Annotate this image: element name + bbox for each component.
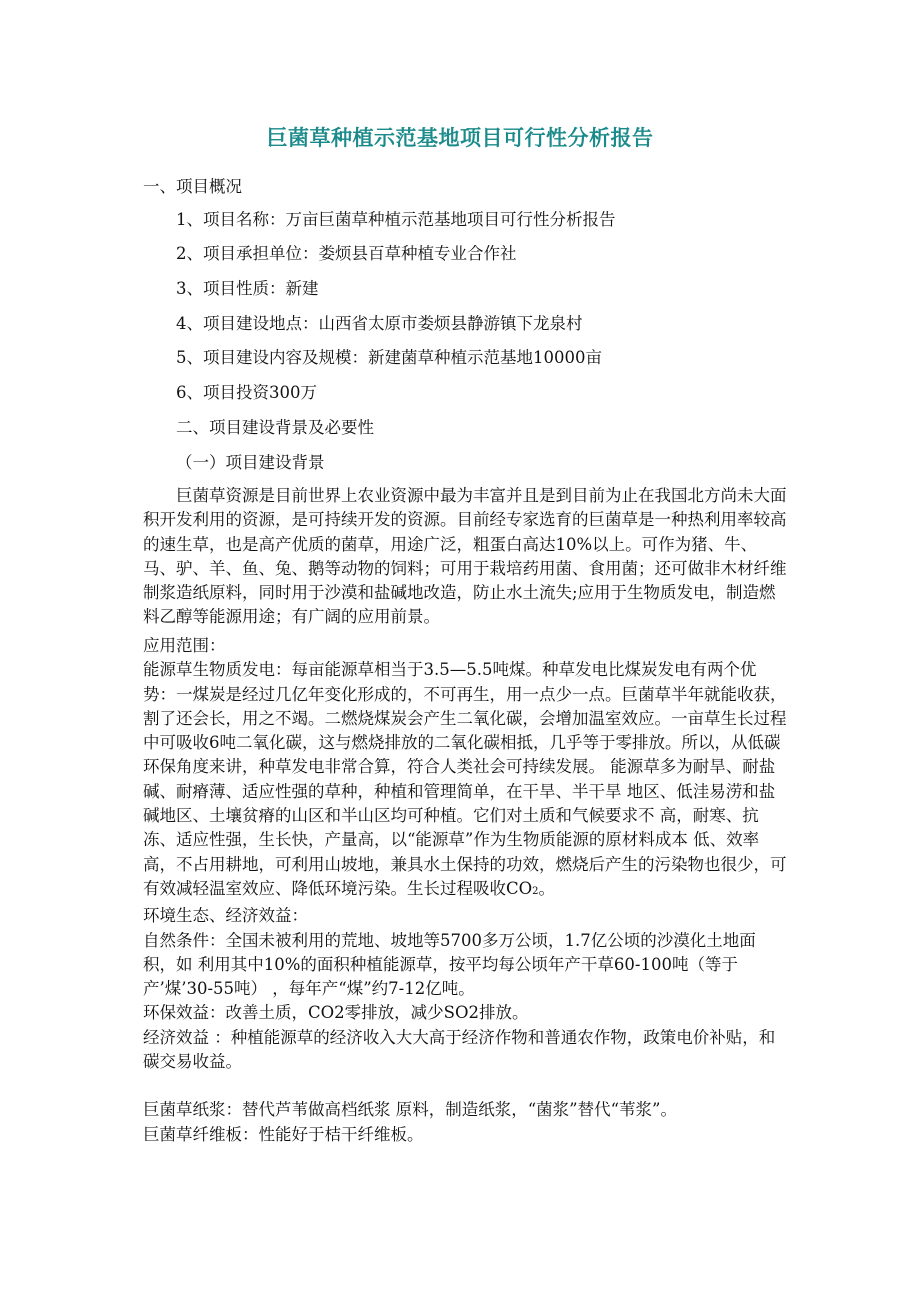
overview-item: 5、项目建设内容及规模：新建菌草种植示范基地10000亩 xyxy=(176,348,602,367)
background-paragraph: 巨菌草资源是目前世界上农业资源中最为丰富并且是到目前为止在我国北方尚未大面积开发利用的资源，是可持续开发的资源。目前经专家选育的巨菌草是一种热利用率较高的速生草，也是高产优质的菌草，用途广泛，粗蛋白高达10%以上。可作为猪、牛、马、驴、羊、鱼、兔、鹅等动物的饲料；可用于栽培药用菌、食用菌；还可做非木材纤维制浆造纸原料，同时用于沙漠和盐碱地改造，防止水土流失;应用于生物质发电，制造燃料乙醇等能源用途；有广阔的应用前景。 xyxy=(143,486,787,627)
application-heading: 应用范围： xyxy=(143,636,226,655)
fiberboard-line: 巨菌草纤维板：性能好于桔干纤维板。 xyxy=(143,1124,424,1144)
subsection-heading: （一）项目建设背景 xyxy=(176,453,325,472)
section-heading-background: 二、项目建设背景及必要性 xyxy=(176,418,374,437)
overview-item: 6、项目投资300万 xyxy=(176,383,317,402)
overview-item: 3、项目性质：新建 xyxy=(176,279,319,298)
overview-item: 4、项目建设地点：山西省太原市娄烦县静游镇下龙泉村 xyxy=(176,314,583,333)
eco-heading: 环境生态、经济效益： xyxy=(143,906,308,926)
background-paragraph-block xyxy=(143,484,788,630)
section-heading-overview: 一、项目概况 xyxy=(143,177,242,196)
environmental-benefit: 环保效益：改善土质，CO2零排放，减少SO2排放。 xyxy=(143,1003,529,1023)
application-block xyxy=(143,634,788,1147)
overview-item: 1、项目名称：万亩巨菌草种植示范基地项目可行性分析报告 xyxy=(176,210,616,229)
economic-benefit: 经济效益 ：种植能源草的经济收入大大高于经济作物和普通农作物，政策电价补贴，和碳交易收益。 xyxy=(143,1027,776,1072)
overview-item: 2、项目承担单位：娄烦县百草种植专业合作社 xyxy=(176,244,517,263)
pulp-line: 巨菌草纸浆：替代芦苇做高档纸浆 原料，制造纸浆，“菌浆”替代“苇浆”。 xyxy=(143,1100,677,1120)
co2-subscript: 2 xyxy=(532,885,539,897)
natural-conditions: 自然条件：全国未被利用的荒地、坡地等5700多万公顷，1.7亿公顷的沙漠化土地面积，如 利用其中10%的面积种植能源草，按平均每公顷年产干草60-100吨（等于产’煤’30-55吨） ，每年产“煤”约7-12亿吨。 xyxy=(143,930,756,999)
document-title: 巨菌草种植示范基地项目可行性分析报告 xyxy=(266,125,654,150)
energy-paragraph xyxy=(143,658,788,904)
energy-text: 能源草生物质发电：每亩能源草相当于3.5—5.5吨煤。种草发电比煤炭发电有两个优势：一煤炭是经过几亿年变化形成的，不可再生，用一点少一点。巨菌草半年就能收获，割了还会长，用之不竭。二燃烧煤炭会产生二氧化碳，会增加温室效应。一亩草生长过程中可吸收6吨二氧化碳，这与燃烧排放的二氧化碳相抵，几乎等于零排放。所以，从低碳环保角度来讲，种草发电非常合算，符合人类社会可持续发展。 能源草多为耐旱、耐盐碱、耐瘠薄、适应性强的草种，种植和管理简单，在干旱、半干旱 地区、低洼易涝和盐碱地区、土壤贫瘠的山区和半山区均可种植。它们对土质和气候要求不 高，耐寒、抗冻、适应性强，生长快，产量高，以“能源草”作为生物质能源的原材料成本 低、效率高，不占用耕地，可利用山坡地，兼具水土保持的功效，燃烧后产生的污染物也很少，可有效减轻温室效应、降低环境污染。生长过程吸收CO xyxy=(143,660,787,898)
energy-end: 。 xyxy=(538,878,556,898)
spacer xyxy=(143,1074,788,1098)
